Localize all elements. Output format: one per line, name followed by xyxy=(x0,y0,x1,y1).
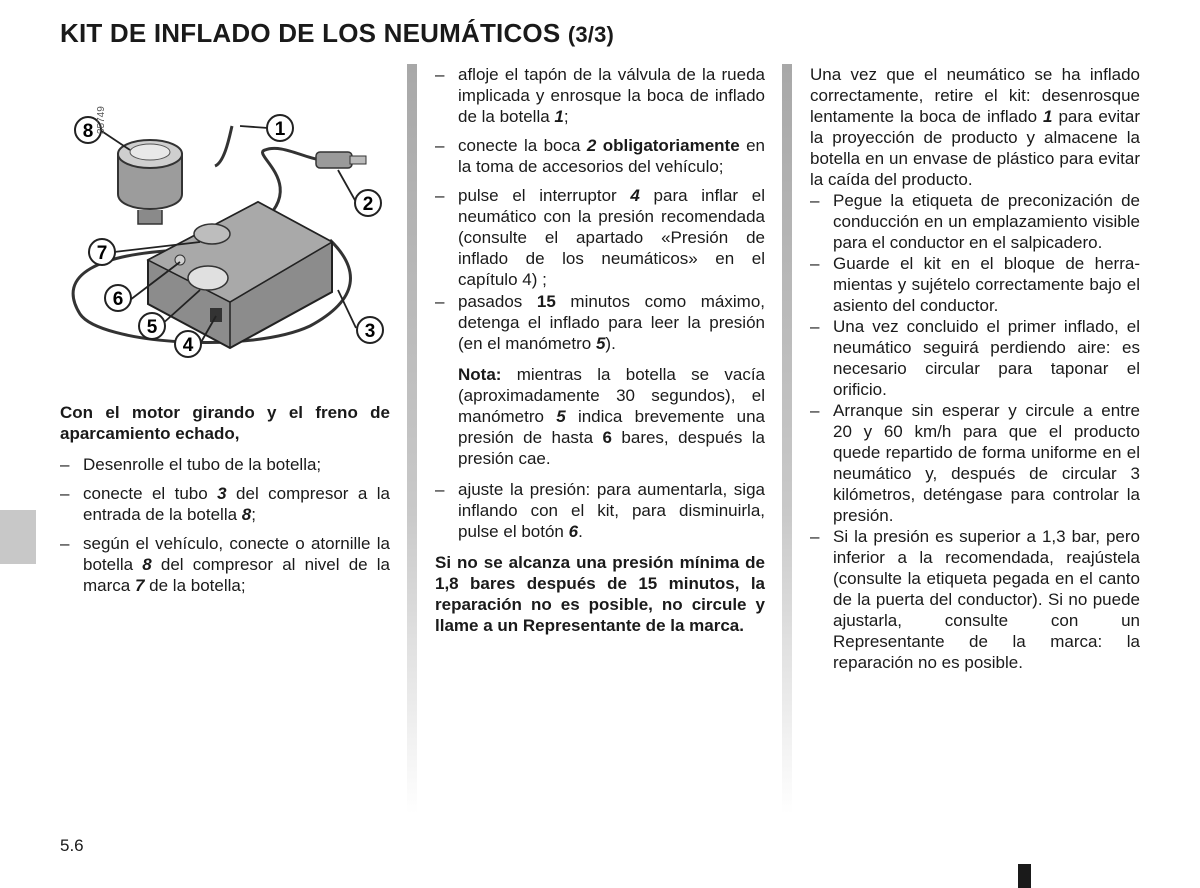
figure-code: 35749 xyxy=(96,106,107,134)
callout-2-label: 2 xyxy=(362,194,374,215)
callout-1-label: 1 xyxy=(274,119,286,140)
list-item-readjust: – Si la presión es superior a 1,3 bar, pero inferior a la recomendada, reajústela (consulte la etiqueta pegada en el canto de la puerta del conductor). Si no puede ajustarla, consulte con un Representante de la marca: la reparación no es posible. xyxy=(810,526,1140,673)
page-number: 5.6 xyxy=(60,836,84,855)
callout-4-label: 4 xyxy=(182,335,194,356)
list-item-adjust-pressure: – ajuste la presión: para aumentarla, siga inflando con el kit, para disminuirla, pulse el botón 6. xyxy=(435,479,765,542)
callout-3-label: 3 xyxy=(364,321,376,342)
list-item-screw-bottle: – según el vehículo, conecte o atornille la botella 8 del compresor al nivel de la marca 7 de la botella; xyxy=(60,533,390,596)
callout-5-label: 5 xyxy=(146,317,158,338)
callout-8-label: 8 xyxy=(82,121,94,142)
list-item-store-kit: – Guarde el kit en el bloque de herramientas y sujételo correctamente bajo el asiento del conductor. xyxy=(810,253,1140,316)
title-suffix: (3/3) xyxy=(567,22,615,47)
column-divider-left xyxy=(407,64,417,814)
callout-6-label: 6 xyxy=(112,289,124,310)
bottle-hose xyxy=(215,126,232,166)
callout-2 xyxy=(355,190,381,216)
page-title xyxy=(60,18,614,49)
column-divider-right xyxy=(782,64,792,814)
removal-intro: Una vez que el neumático se ha inflado correctamente, retire el kit: desenrosque lentamente la boca de inflado 1 para evitar la proyección de producto y almacene la botella en un envase de plástico para evitar la caída del producto. xyxy=(810,65,1140,189)
warning-paragraph: Si no se alcanza una presión mínima de 1,8 bares después de 15 minutos, la reparación no es posible, no circule y llame a un Representante de la marca. xyxy=(435,553,765,635)
list-item-unroll: – Desenrolle el tubo de la botella; xyxy=(60,454,390,475)
list-item-connect-tube: – conecte el tubo 3 del compresor a la entrada de la botella 8; xyxy=(60,483,390,525)
list-item-first-inflation: – Una vez concluido el primer inflado, el neumático seguirá perdiendo aire: es necesario circular para taponar el orificio. xyxy=(810,316,1140,400)
list-item-after-minutes: – pasados 15 minutos como máximo, detenga el inflado para leer la presión (en el manómetro 5). xyxy=(435,291,765,354)
compressor-unit xyxy=(148,202,332,348)
column-3 xyxy=(810,64,1140,673)
page-edge-marker xyxy=(1018,864,1031,888)
list-item-drive: – Arranque sin esperar y circule a entre 20 y 60 km/h para que el producto quede repartido de forma uniforme en el neumático y, después de circular 3 kilómetros, deténgase para controlar la presión. xyxy=(810,400,1140,526)
callout-4 xyxy=(175,331,201,357)
callout-3 xyxy=(357,317,383,343)
callout-6 xyxy=(105,285,131,311)
conditions-intro: Con el motor girando y el freno de aparcamiento echado, xyxy=(60,403,390,443)
callout-7-label: 7 xyxy=(96,243,108,264)
list-item-connect-nozzle: – conecte la boca 2 obligatoriamente en la toma de accesorios del vehículo; xyxy=(435,135,765,177)
list-item-press-switch: – pulse el interruptor 4 para inflar el neumático con la presión recomendada (consulte el apartado «Presión de inflado de los neumáticos» en el capítulo 4) ; xyxy=(435,185,765,290)
callout-7 xyxy=(89,239,115,265)
title-main: KIT DE INFLADO DE LOS NEUMÁTICOS xyxy=(60,18,561,48)
column-1 xyxy=(60,402,390,596)
callout-5 xyxy=(139,313,165,339)
sealant-bottle xyxy=(118,140,182,224)
inflation-kit-illustration xyxy=(60,64,390,384)
list-item-loosen-cap: – afloje el tapón de la válvula de la rueda implicada y enrosque la boca de inflado de la botella 1; xyxy=(435,64,765,127)
list-item-label: – Pegue la etiqueta de preconización de conducción en un emplazamiento visible para el conductor en el salpicadero. xyxy=(810,190,1140,253)
note-paragraph: Nota: mientras la botella se vacía (aproximadamente 30 segundos), el manómetro 5 indica brevemente una presión de hasta 6 bares, después la presión cae. xyxy=(458,365,766,468)
column-2 xyxy=(435,64,765,636)
kit-drawing xyxy=(60,64,390,384)
chapter-tab xyxy=(0,510,36,564)
cigarette-plug xyxy=(316,152,366,168)
callout-1 xyxy=(267,115,293,141)
